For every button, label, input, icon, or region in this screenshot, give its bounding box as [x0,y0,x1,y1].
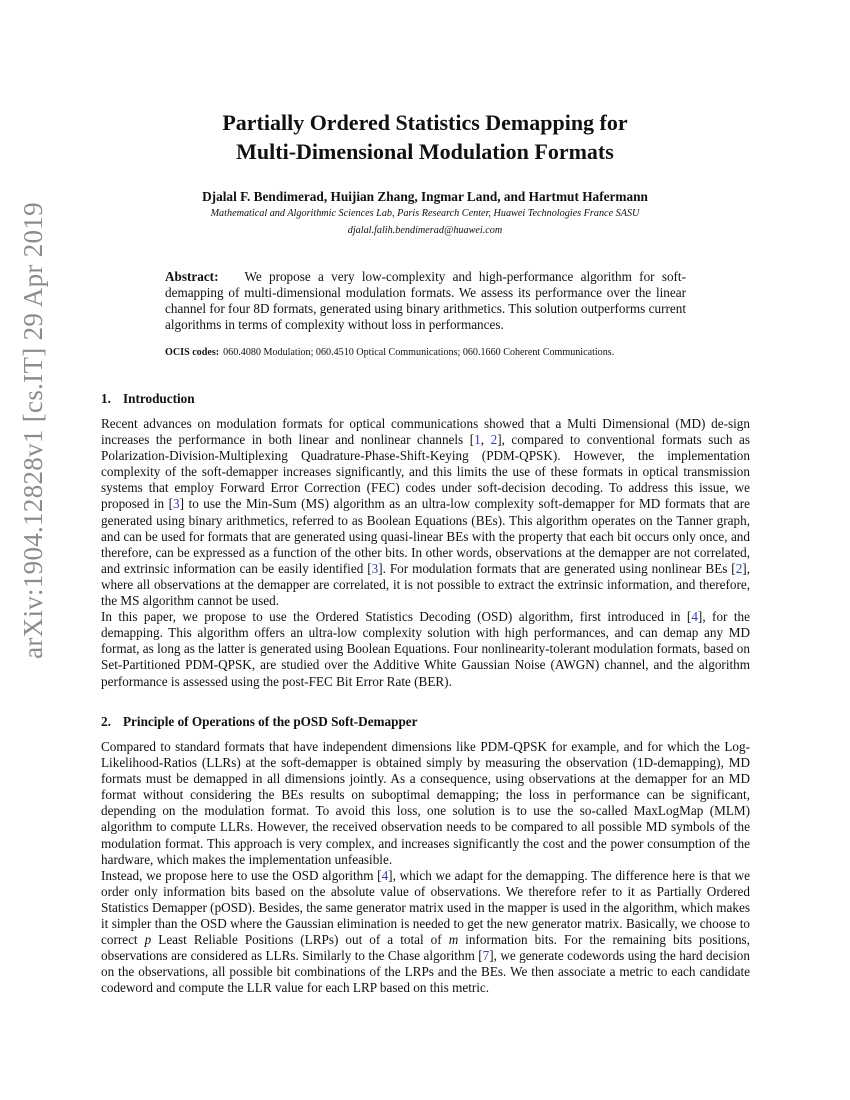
citation-link[interactable]: 3 [371,560,379,576]
ocis-label: OCIS codes: [165,347,220,358]
math-variable: p [144,932,152,948]
paragraph: Recent advances on modulation formats for optical communications showed that a Multi Dimensional (MD) de-sign increases the performance in both linear and nonlinear channels [1, 2], compared to conventional formats such as Polarization-Division-Multiplexing Quadrature-Phase-Shift-Keying (PDM-QPSK). However, the implementation complexity of the soft-demapper increases significantly, and this limits the use of these formats in optical transmission systems that employ Forward Error Correction (FEC) codes under soft-decision decoding. To address this issue, we proposed in [3] to use the Min-Sum (MS) algorithm as an ultra-low complexity soft-demapper for MD formats that are generated using binary arithmetics, referred to as Boolean Equations (BEs). This algorithm operates on the Tanner graph, and can be used for formats that are generated using quasi-linear BEs with the property that each bit occurs only once, and therefore, can be expressed as a function of the other bits. In other words, observations at the demapper are not correlated, and extrinsic information can be easily identified [3]. For modulation formats that are generated using nonlinear BEs [2], where all observations at the demapper are correlated, it is not possible to extract the extrinsic information, and therefore, the MS algorithm cannot be used. [101,416,751,609]
title-line-2: Multi-Dimensional Modulation Formats [236,139,614,164]
section-body-introduction [101,416,750,690]
abstract-text: We propose a very low-complexity and high-performance algorithm for soft-demapping of multi-dimensional modulation formats. We assess its performance over the linear channel for four 8D formats, generated using binary arithmetics. This solution outperforms current algorithms in terms of complexity without loss in performances. [165,269,686,332]
citation-link[interactable]: 2 [735,560,743,576]
section-title: Introduction [123,391,195,406]
citation-link[interactable]: 4 [691,609,698,625]
paragraph: Compared to standard formats that have independent dimensions like PDM-QPSK for example, and for which the Log-Likelihood-Ratios (LLRs) at the soft-demapper is obtained simply by measuring the observation (1D-demapping), MD formats must be demapped in all dimensions jointly. As a consequence, using observations at the demapper for an MD format without considering the BEs results on suboptimal demapping; the loss in performance can be significant, depending on the modulation format. To avoid this loss, one solution is to use the so-called MaxLogMap (MLM) algorithm to compute LLRs. However, the received observation needs to be compared to all possible MD symbols of the modulation format. This approach is very complex, and increases significantly the cost and the power consumption of the hardware, which makes the implementation unfeasible. [101,739,750,867]
authors: Djalal F. Bendimerad, Huijian Zhang, Ingmar Land, and Hartmut Hafermann [202,189,648,204]
abstract [165,269,686,333]
arxiv-stamp [8,150,58,710]
title-line-1: Partially Ordered Statistics Demapping for [222,110,628,135]
section-number: 2. [101,714,111,729]
citation-link[interactable]: 7 [482,948,490,964]
citation-link[interactable]: 1 [474,432,481,448]
section-number: 1. [101,391,111,406]
citation-link[interactable]: 3 [173,496,180,512]
section-title: Principle of Operations of the pOSD Soft-Demapper [123,714,418,729]
affiliation: Mathematical and Algorithmic Sciences Lab, Paris Research Center, Huawei Technologies France SASU [210,208,640,219]
citation-link[interactable]: 2 [490,432,498,448]
section-body-principle [101,739,750,997]
arxiv-id: arXiv:1904.12828v1 [cs.IT] 29 Apr 2019 [17,201,48,659]
email: djalal.falih.bendimerad@huawei.com [347,225,503,236]
abstract-label: Abstract: [165,269,219,284]
ocis-codes [165,347,725,358]
math-variable: m [448,932,459,948]
paragraph: Instead, we propose here to use the OSD algorithm [4], which we adapt for the demapping. The difference here is that we order only information bits based on the absolute value of observations. We therefore refer to it as Partially Ordered Statistics Demapper (pOSD). Besides, the same generator matrix used in the mapper is used in the algorithm, which makes it simpler than the OSD where the Gaussian elimination is needed to get the new generator matrix. Basically, we choose to correct p Least Reliable Positions (LRPs) out of a total of m information bits. For the remaining bits positions, observations are considered as LLRs. Similarly to the Chase algorithm [7], we generate codewords using the hard decision on the observations, all possible bit combinations of the LRPs and the BEs. We then associate a metric to each candidate codeword and compute the LLR value for each LRP based on this metric. [101,867,750,996]
ocis-text: 060.4080 Modulation; 060.4510 Optical Communications; 060.1660 Coherent Communications. [223,347,615,358]
paper-title [100,108,750,166]
section-heading-introduction [101,391,195,407]
section-heading-principle [101,714,418,730]
paragraph: In this paper, we propose to use the Ordered Statistics Decoding (OSD) algorithm, first introduced in [4], for the demapping. This algorithm offers an ultra-low complexity solution with high performances, and can demap any MD format, as long as the latter is generated using Boolean Equations. Four nonlinearity-tolerant modulation formats, based on Set-Partitioned PDM-QPSK, are studied over the Additive White Gaussian Noise (AWGN) channel, and the algorithm performance is assessed using the post-FEC Bit Error Rate (BER). [101,609,750,689]
citation-link[interactable]: 4 [381,867,389,883]
